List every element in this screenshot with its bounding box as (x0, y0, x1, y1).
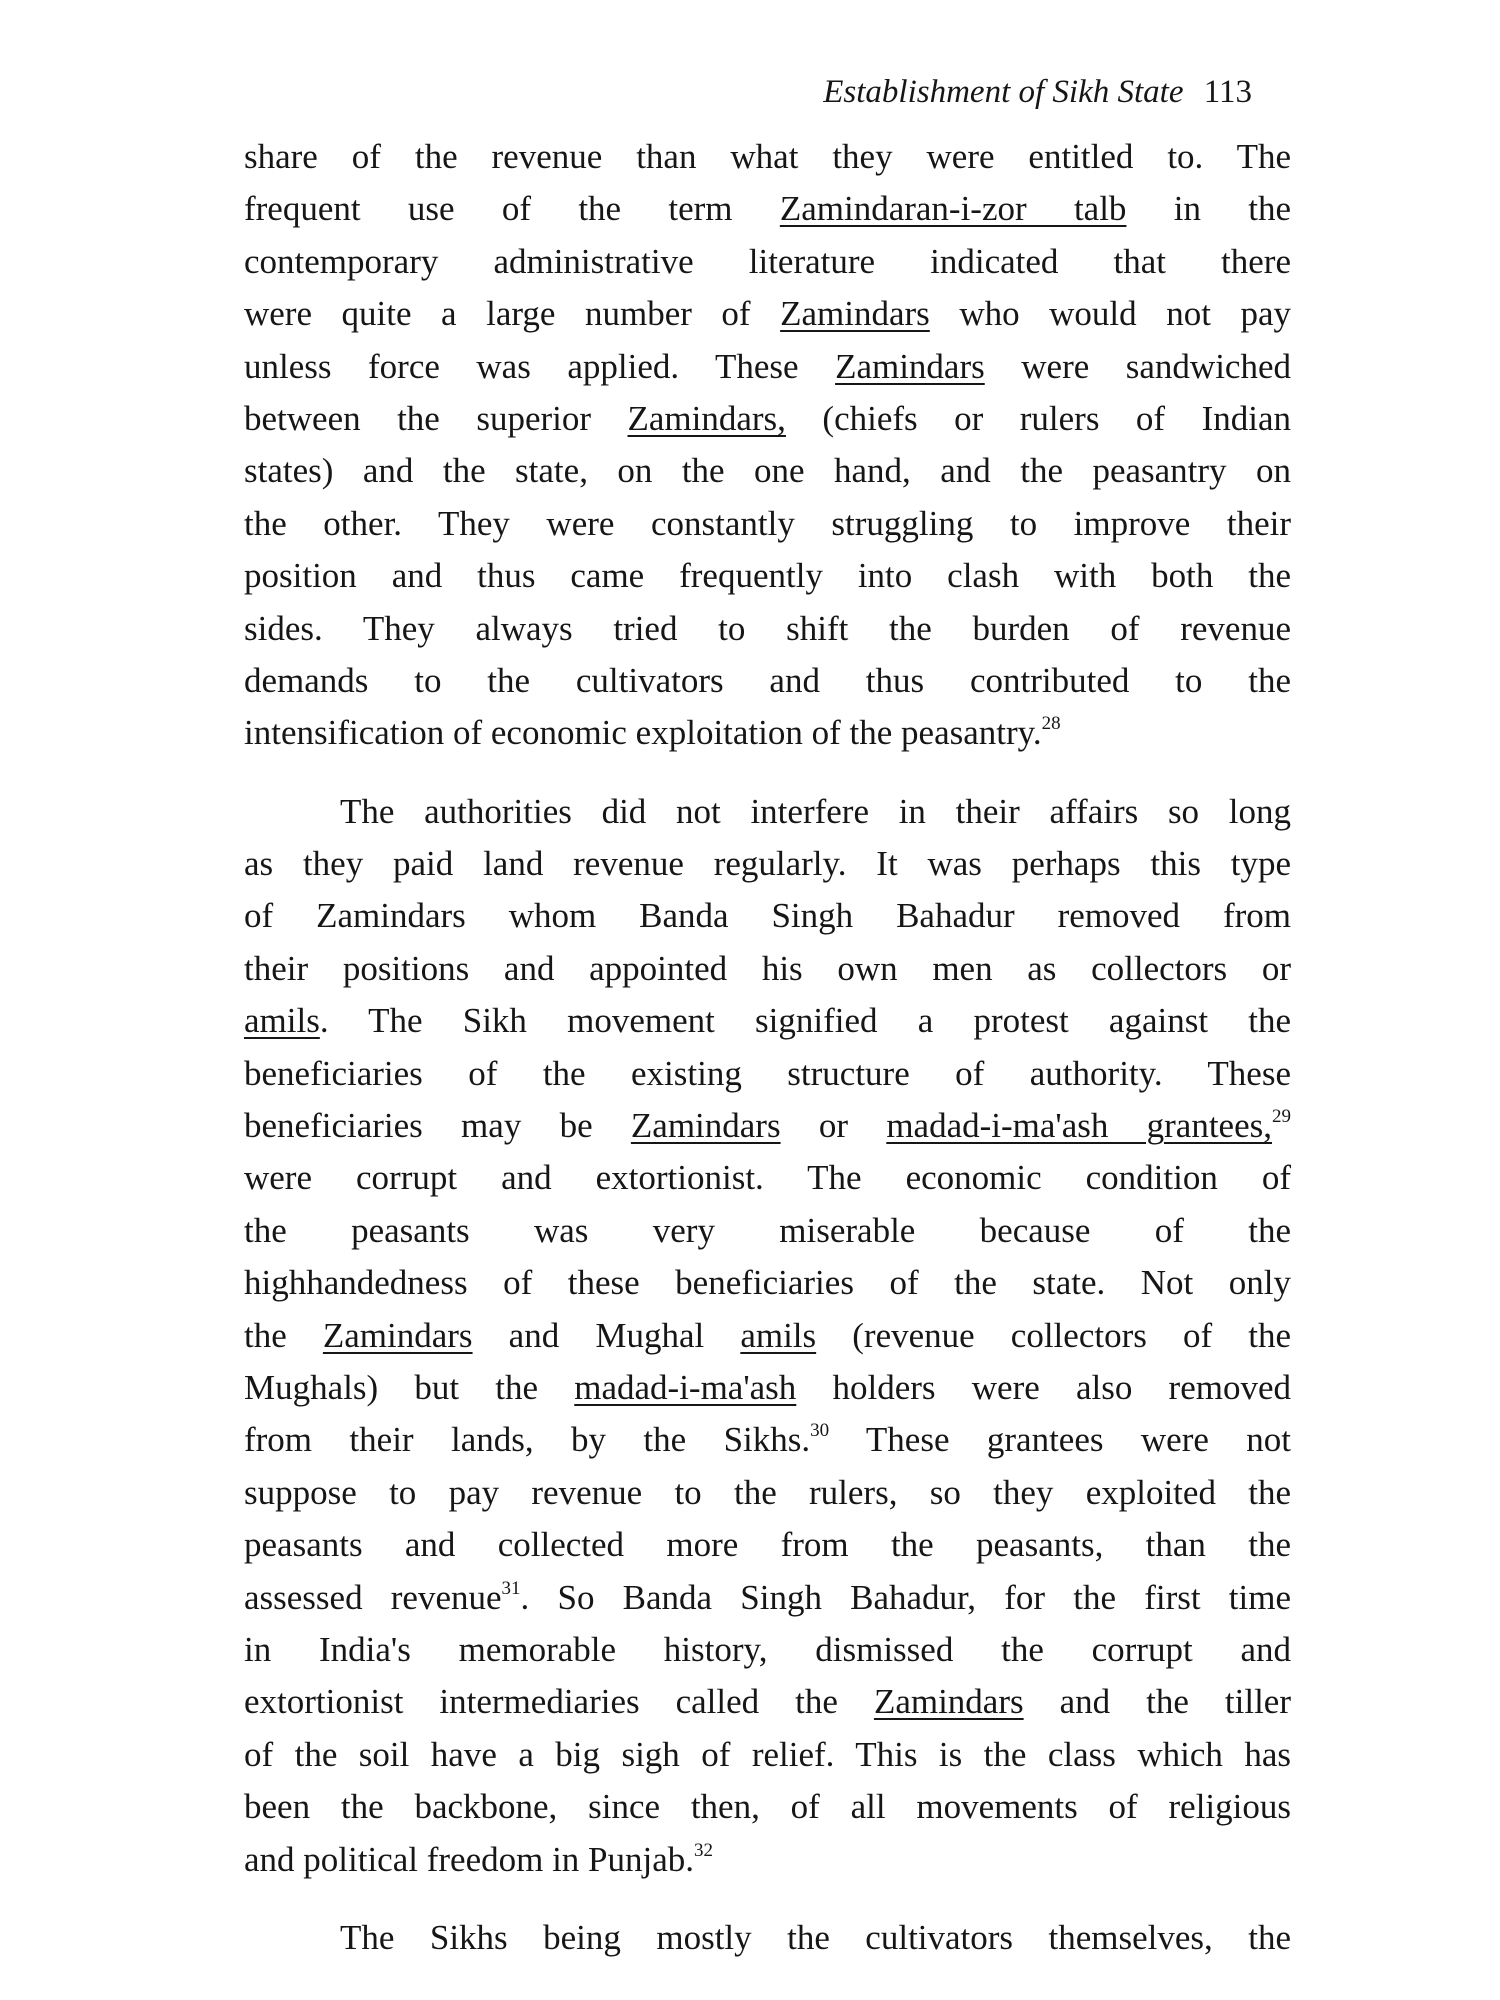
paragraph (244, 131, 1291, 760)
text-line (244, 1048, 1291, 1100)
text-line (244, 603, 1291, 655)
text-segment: between the superior (244, 398, 628, 438)
underlined-term: Zamindaran-i-zor talb (779, 189, 1127, 229)
underlined-term: amils (740, 1315, 817, 1355)
text-segment: of the soil have a big sigh of relief. This is the class which has (244, 1734, 1291, 1774)
underlined-term: madad-i-ma'ash (574, 1367, 797, 1407)
underlined-term: Zamindars (873, 1682, 1024, 1722)
text-segment: of Zamindars whom Banda Singh Bahadur removed from (244, 896, 1291, 936)
text-line (244, 393, 1291, 445)
text-segment: unless force was applied. These (244, 346, 836, 386)
text-segment: and the tiller (1023, 1682, 1291, 1722)
text-segment: who would not pay (929, 294, 1291, 334)
text-line (244, 1676, 1291, 1728)
text-segment: share of the revenue than what they were entitled to. The (244, 137, 1291, 176)
text-line (244, 1310, 1291, 1362)
text-segment: assessed revenue (244, 1577, 502, 1617)
underlined-term: Zamindars (630, 1106, 781, 1146)
text-segment: their positions and appointed his own men as collectors or (244, 948, 1291, 988)
text-segment: suppose to pay revenue to the rulers, so they exploited the (244, 1472, 1291, 1512)
text-segment: . The Sikh movement signified a protest against the (319, 1001, 1291, 1041)
text-segment: from their lands, by the Sikhs. (244, 1420, 811, 1460)
text-line (244, 943, 1291, 995)
footnote-ref: 32 (694, 1839, 714, 1861)
text-line (244, 1781, 1291, 1833)
text-segment: beneficiaries may be (244, 1106, 631, 1146)
text-line (244, 183, 1291, 235)
text-segment: Mughals) but the (244, 1367, 575, 1407)
text-line (244, 341, 1291, 393)
text-segment: contemporary administrative literature indicated that there (244, 241, 1291, 281)
text-segment: beneficiaries of the existing structure of authority. These (244, 1053, 1291, 1093)
text-line (244, 1205, 1291, 1257)
text-line (244, 288, 1291, 340)
text-segment: and political freedom in Punjab. (244, 1839, 695, 1879)
paragraph (244, 786, 1291, 1886)
text-line (244, 995, 1291, 1047)
text-segment: extortionist intermediaries called the (244, 1682, 874, 1722)
body-text (244, 131, 1291, 1990)
text-segment: the peasants was very miserable because of the (244, 1210, 1291, 1250)
text-segment: in the (1126, 189, 1292, 229)
text-segment: were sandwiched (984, 346, 1291, 386)
text-line (244, 707, 1291, 759)
text-line (244, 1729, 1291, 1781)
text-line (244, 1834, 1291, 1886)
paragraph (244, 1912, 1291, 1964)
text-line (244, 498, 1291, 550)
text-line (244, 445, 1291, 497)
text-segment: The Sikhs being mostly the cultivators themselves, the (340, 1917, 1291, 1957)
text-line (244, 786, 1291, 838)
text-line (244, 1362, 1291, 1414)
text-segment: demands to the cultivators and thus contributed to the (244, 660, 1291, 700)
text-segment: intensification of economic exploitation of the peasantry. (244, 713, 1042, 753)
text-segment: sides. They always tried to shift the burden of revenue (244, 608, 1291, 648)
underlined-term: Zamindars, (627, 398, 786, 438)
text-line (244, 1257, 1291, 1309)
text-segment: highhandedness of these beneficiaries of the state. Not only (244, 1263, 1291, 1303)
text-segment: in India's memorable history, dismissed the corrupt and (244, 1629, 1291, 1669)
text-line (244, 1519, 1291, 1571)
text-segment: and Mughal (472, 1315, 741, 1355)
text-line (244, 550, 1291, 602)
text-segment: states) and the state, on the one hand, and the peasantry on (244, 451, 1291, 491)
running-head-title: Establishment of Sikh State (823, 74, 1184, 110)
underlined-term: amils (244, 1001, 320, 1041)
text-segment: the other. They were constantly struggling to improve their (244, 503, 1291, 543)
text-segment: were corrupt and extortionist. The economic condition of (244, 1158, 1291, 1198)
underlined-term: Zamindars (835, 346, 985, 386)
text-segment: were quite a large number of (244, 294, 781, 334)
text-line (244, 1152, 1291, 1204)
text-line (244, 655, 1291, 707)
text-segment: peasants and collected more from the peasants, than the (244, 1525, 1291, 1565)
text-segment: been the backbone, since then, of all movements of religious (244, 1787, 1291, 1827)
underlined-term: madad-i-ma'ash grantees, (886, 1106, 1272, 1146)
text-segment: as they paid land revenue regularly. It was perhaps this type (244, 844, 1291, 884)
text-segment: (revenue collectors of the (816, 1315, 1291, 1355)
footnote-ref: 28 (1041, 713, 1061, 735)
text-segment: These grantees were not (829, 1420, 1292, 1460)
running-head (823, 74, 1252, 111)
text-line (244, 1100, 1291, 1152)
text-segment: . So Banda Singh Bahadur, for the first time (520, 1577, 1291, 1617)
footnote-ref: 31 (501, 1577, 521, 1599)
text-segment: the (244, 1315, 323, 1355)
text-line (244, 1624, 1291, 1676)
text-line (244, 131, 1291, 183)
text-line (244, 1467, 1291, 1519)
text-line (244, 1912, 1291, 1964)
footnote-ref: 29 (1272, 1106, 1291, 1128)
text-line (244, 1414, 1291, 1466)
text-line (244, 1572, 1291, 1624)
text-segment: (chiefs or rulers of Indian (785, 398, 1291, 438)
text-segment: The authorities did not interfere in their affairs so long (340, 791, 1291, 831)
text-line (244, 838, 1291, 890)
page-number: 113 (1203, 74, 1252, 110)
underlined-term: Zamindars (322, 1315, 473, 1355)
text-segment: frequent use of the term (244, 189, 780, 229)
underlined-term: Zamindars (780, 294, 930, 334)
text-segment: holders were also removed (796, 1367, 1291, 1407)
text-segment: position and thus came frequently into clash with both the (244, 556, 1291, 596)
text-segment: or (780, 1106, 887, 1146)
text-line (244, 236, 1291, 288)
footnote-ref: 30 (810, 1420, 830, 1442)
text-line (244, 890, 1291, 942)
